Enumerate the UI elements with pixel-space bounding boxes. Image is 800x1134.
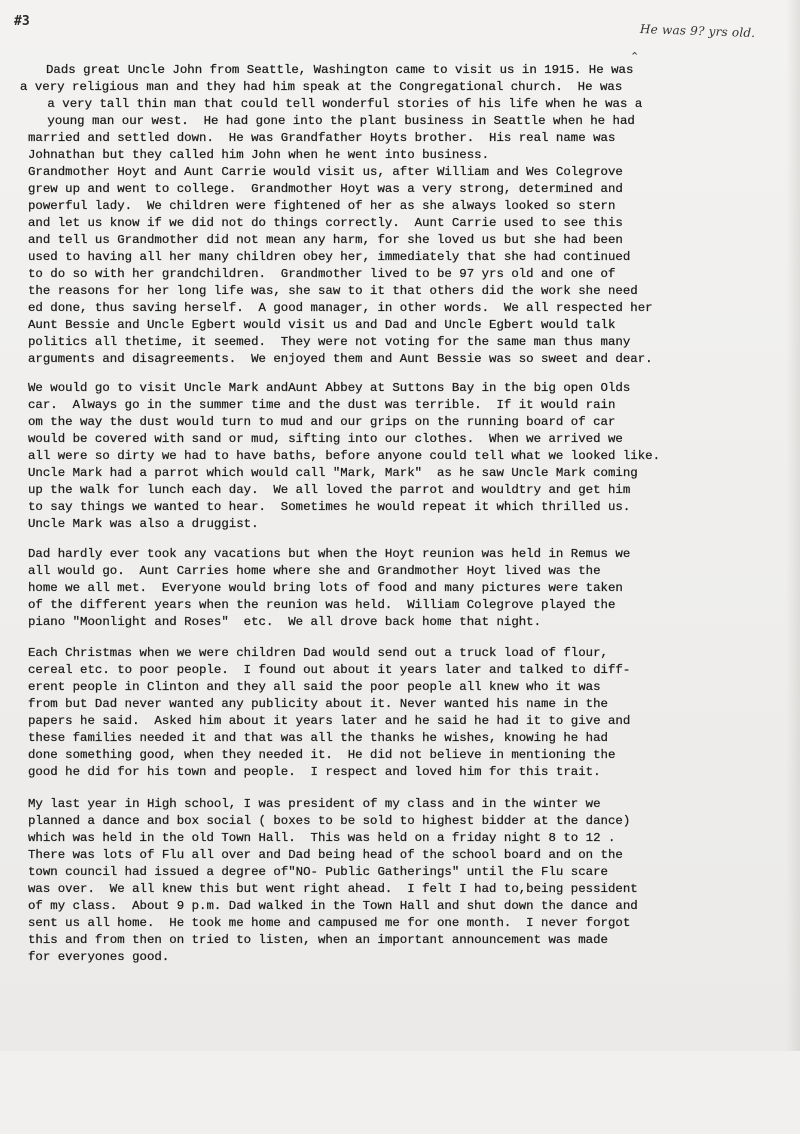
text-line: ed done, thus saving herself. A good manager, in other words. We all respected her bbox=[28, 301, 653, 315]
text-line: good he did for his town and people. I respect and loved him for this trait. bbox=[28, 765, 601, 779]
text-line: cereal etc. to poor people. I found out about it years later and talked to diff- bbox=[28, 663, 631, 677]
handwritten-note: He was 9? yrs old. bbox=[639, 21, 756, 41]
text-line: om the way the dust would turn to mud and our grips on the running board of car bbox=[28, 415, 616, 429]
text-line: of the different years when the reunion was held. William Colegrove played the bbox=[28, 598, 616, 612]
text-line: Aunt Bessie and Uncle Egbert would visit us and Dad and Uncle Egbert would talk bbox=[28, 318, 616, 332]
text-line: a very tall thin man that could tell wonderful stories of his life when he was a bbox=[40, 97, 643, 111]
text-line: powerful lady. We children were fightened of her as she always looked so stern bbox=[28, 199, 616, 213]
text-line: all would go. Aunt Carries home where she and Grandmother Hoyt lived was the bbox=[28, 564, 601, 578]
page-edge-shadow bbox=[786, 0, 800, 1051]
text-line: car. Always go in the summer time and the dust was terrible. If it would rain bbox=[28, 398, 616, 412]
paragraph bbox=[20, 42, 790, 366]
text-line: My last year in High school, I was president of my class and in the winter we bbox=[28, 797, 601, 811]
text-line: Dad hardly ever took any vacations but when the Hoyt reunion was held in Remus we bbox=[28, 547, 631, 561]
text-line: Grandmother Hoyt and Aunt Carrie would visit us, after William and Wes Colegrove bbox=[28, 165, 623, 179]
text-line: Uncle Mark had a parrot which would call "Mark, Mark" as he saw Uncle Mark coming bbox=[28, 466, 638, 480]
text-line: used to having all her many children obey her, immediately that she had continued bbox=[28, 250, 631, 264]
text-line: would be covered with sand or mud, sifting into our clothes. When we arrived we bbox=[28, 432, 623, 446]
text-line: Each Christmas when we were children Dad would send out a truck load of flour, bbox=[28, 646, 608, 660]
text-line: up the walk for lunch each day. We all loved the parrot and wouldtry and get him bbox=[28, 483, 631, 497]
text-line: politics all thetime, it seemed. They were not voting for the same man thus many bbox=[28, 335, 631, 349]
text-line: grew up and went to college. Grandmother Hoyt was a very strong, determined and bbox=[28, 182, 623, 196]
text-line: Johnathan but they called him John when he went into business. bbox=[28, 148, 490, 162]
text-line: sent us all home. He took me home and campused me for one month. I never forgot bbox=[28, 916, 631, 930]
text-line: these families needed it and that was all the thanks he wishes, knowing he had bbox=[28, 731, 608, 745]
text-line: We would go to visit Uncle Mark andAunt Abbey at Suttons Bay in the big open Olds bbox=[28, 381, 631, 395]
text-line: to do so with her grandchildren. Grandmother lived to be 97 yrs old and one of bbox=[28, 267, 616, 281]
text-line: erent people in Clinton and they all said the poor people all knew who it was bbox=[28, 680, 601, 694]
text-line: the reasons for her long life was, she saw to it that others did the work she need bbox=[28, 284, 638, 298]
insertion-caret-icon: ⌃ bbox=[630, 50, 640, 63]
text-line: from but Dad never wanted any publicity about it. Never wanted his name in the bbox=[28, 697, 608, 711]
text-line: young man our west. He had gone into the plant business in Seattle when he had bbox=[40, 114, 635, 128]
text-line: Dads great Uncle John from Seattle, Washington came to visit us in 1915. He was bbox=[46, 63, 634, 77]
text-line: married and settled down. He was Grandfather Hoyts brother. His real name was bbox=[28, 131, 616, 145]
text-line: a very religious man and they had him speak at the Congregational church. He was bbox=[20, 80, 623, 94]
text-line: and tell us Grandmother did not mean any harm, for she loved us but she had been bbox=[28, 233, 623, 247]
text-line: planned a dance and box social ( boxes to be sold to highest bidder at the dance) bbox=[28, 814, 631, 828]
paragraph bbox=[20, 797, 790, 1106]
text-line: home we all met. Everyone would bring lots of food and many pictures were taken bbox=[28, 581, 623, 595]
text-line: was over. We all knew this but went right ahead. I felt I had to,being pessident bbox=[28, 882, 638, 896]
text-line: town council had issued a degree of"NO- Public Gatherings" until the Flu scare bbox=[28, 865, 608, 879]
paragraph bbox=[20, 378, 790, 532]
body-text bbox=[20, 0, 790, 1134]
text-line: There was lots of Flu all over and Dad being head of the school board and on the bbox=[28, 848, 623, 862]
text-line: of my class. About 9 p.m. Dad walked in the Town Hall and shut down the dance and bbox=[28, 899, 638, 913]
text-line: to say things we wanted to hear. Sometimes he would repeat it which thrilled us. bbox=[28, 500, 631, 514]
text-line: papers he said. Asked him about it years later and he said he had it to give and bbox=[28, 714, 631, 728]
text-line: this and from then on tried to listen, when an important announcement was made bbox=[28, 933, 608, 947]
text-line: which was held in the old Town Hall. This was held on a friday night 8 to 12 . bbox=[28, 831, 616, 845]
text-line: arguments and disagreements. We enjoyed them and Aunt Bessie was so sweet and dear. bbox=[28, 352, 653, 366]
text-line: done something good, when they needed it. He did not believe in mentioning the bbox=[28, 748, 616, 762]
text-line: all were so dirty we had to have baths, before anyone could tell what we looked like. bbox=[28, 449, 661, 463]
text-line: piano "Moonlight and Roses" etc. We all drove back home that night. bbox=[28, 615, 542, 629]
text-line: Uncle Mark was also a druggist. bbox=[28, 517, 259, 531]
text-line: and let us know if we did not do things correctly. Aunt Carrie used to see this bbox=[28, 216, 623, 230]
text-line: for everyones good. bbox=[28, 950, 170, 964]
page-number: #3 bbox=[14, 14, 30, 29]
